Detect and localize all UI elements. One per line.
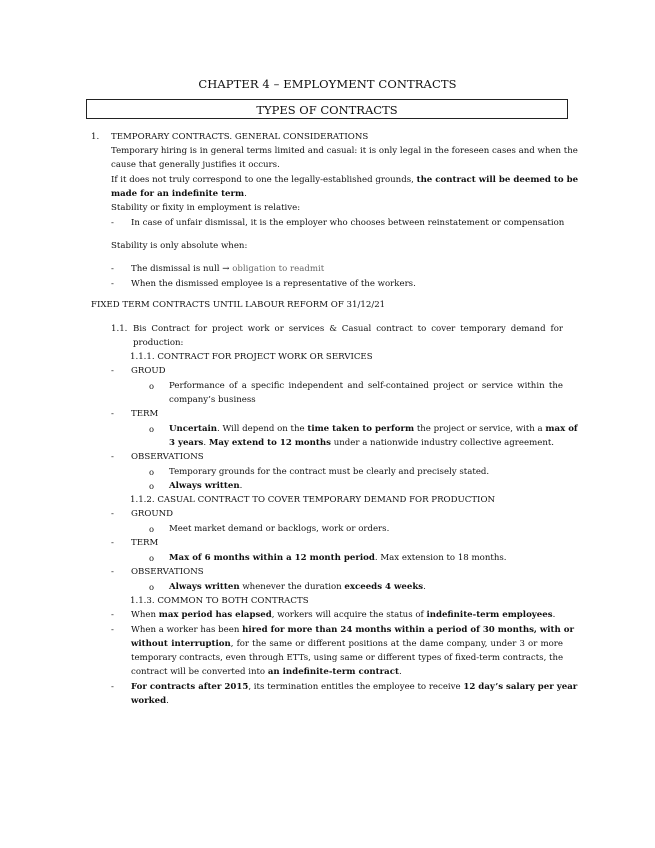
bullet-text: OBSERVATIONS xyxy=(131,567,204,577)
circle-bullet: o xyxy=(149,481,155,491)
dash-bullet: - xyxy=(111,218,114,228)
circle-bullet: o xyxy=(149,381,155,391)
dash-bullet: - xyxy=(111,567,114,577)
bullet-text: Uncertain. Will depend on the time taken to perform the project or service, with a max of xyxy=(169,424,578,434)
bullet-text: Temporary grounds for the contract must be clearly and precisely stated. xyxy=(169,467,490,477)
dash-bullet: - xyxy=(111,610,114,620)
types-of-contracts-box: TYPES OF CONTRACTS xyxy=(86,99,568,119)
dash-bullet: - xyxy=(111,538,114,548)
section-heading: TEMPORARY CONTRACTS. GENERAL CONSIDERATIONS xyxy=(111,132,369,142)
arrow-icon: → xyxy=(222,264,230,274)
bullet-text: The dismissal is null → obligation to readmit xyxy=(131,264,325,274)
subsection-heading: 1.1.1. CONTRACT FOR PROJECT WORK OR SERVICES xyxy=(130,352,373,362)
section-number: 1. xyxy=(91,132,100,142)
dash-bullet: - xyxy=(111,682,114,692)
bullet-text: Always written. xyxy=(169,481,243,491)
bullet-text: When the dismissed employee is a representative of the workers. xyxy=(131,279,416,289)
paragraph-line: If it does not truly correspond to one the legally-established grounds, the contract will be deemed to be xyxy=(111,175,579,185)
paragraph-line: Stability is only absolute when: xyxy=(111,241,248,251)
subsection-heading: 1.1.3. COMMON TO BOTH CONTRACTS xyxy=(130,596,309,606)
paragraph-line: Stability or fixity in employment is relative: xyxy=(111,203,301,213)
bullet-text: For contracts after 2015, its termination entitles the employee to receive 12 day’s salary per year xyxy=(131,682,578,692)
bullet-text: temporary contracts, even through ETTs, using same or different types of fixed-term contracts, the xyxy=(131,653,564,663)
dash-bullet: - xyxy=(111,264,114,274)
bullet-text: worked. xyxy=(131,696,169,706)
chapter-title: CHAPTER 4 – EMPLOYMENT CONTRACTS xyxy=(198,77,457,91)
bullet-text: 3 years. May extend to 12 months under a nationwide industry collective agreement. xyxy=(169,438,555,448)
subsection-heading: 1.1.2. CASUAL CONTRACT TO COVER TEMPORARY DEMAND FOR PRODUCTION xyxy=(130,495,496,505)
fixed-term-heading: FIXED TERM CONTRACTS UNTIL LABOUR REFORM OF 31/12/21 xyxy=(91,300,386,310)
circle-bullet: o xyxy=(149,424,155,434)
bullet-text: GROUND xyxy=(131,509,174,519)
circle-bullet: o xyxy=(149,553,155,563)
paragraph-line: production: xyxy=(133,338,184,348)
circle-bullet: o xyxy=(149,582,155,592)
bullet-text: Performance of a specific independent and self-contained project or service within the xyxy=(169,381,563,391)
circle-bullet: o xyxy=(149,524,155,534)
subsection-number: 1.1. xyxy=(111,324,128,334)
bullet-text: Always written whenever the duration exceeds 4 weeks. xyxy=(169,582,426,592)
bullet-text: Meet market demand or backlogs, work or orders. xyxy=(169,524,390,534)
circle-bullet: o xyxy=(149,467,155,477)
paragraph-line: Temporary hiring is in general terms limited and casual: it is only legal in the foreseen cases and when the xyxy=(111,146,578,156)
dash-bullet: - xyxy=(111,625,114,635)
dash-bullet: - xyxy=(111,366,114,376)
bullet-text: OBSERVATIONS xyxy=(131,452,204,462)
dash-bullet: - xyxy=(111,279,114,289)
bullet-text: Max of 6 months within a 12 month period. Max extension to 18 months. xyxy=(169,553,507,563)
bullet-text: TERM xyxy=(131,538,159,548)
bullet-text: contract will be converted into an indefinite-term contract. xyxy=(131,667,402,677)
dash-bullet: - xyxy=(111,452,114,462)
paragraph-line: Bis Contract for project work or services & Casual contract to cover temporary demand for xyxy=(133,324,563,334)
bullet-text: In case of unfair dismissal, it is the employer who chooses between reinstatement or compensation xyxy=(131,218,565,228)
bullet-text: company’s business xyxy=(169,395,256,405)
paragraph-line: made for an indefinite term. xyxy=(111,189,247,199)
dash-bullet: - xyxy=(111,509,114,519)
bullet-text: GROUD xyxy=(131,366,166,376)
bullet-text: without interruption, for the same or different positions at the dame company, under 3 or more xyxy=(131,639,563,649)
dash-bullet: - xyxy=(111,409,114,419)
bullet-text: When a worker has been hired for more than 24 months within a period of 30 months, with or xyxy=(131,625,575,635)
bullet-text: When max period has elapsed, workers will acquire the status of indefinite-term employees. xyxy=(131,610,556,620)
bullet-text: TERM xyxy=(131,409,159,419)
paragraph-line: cause that generally justifies it occurs. xyxy=(111,160,280,170)
